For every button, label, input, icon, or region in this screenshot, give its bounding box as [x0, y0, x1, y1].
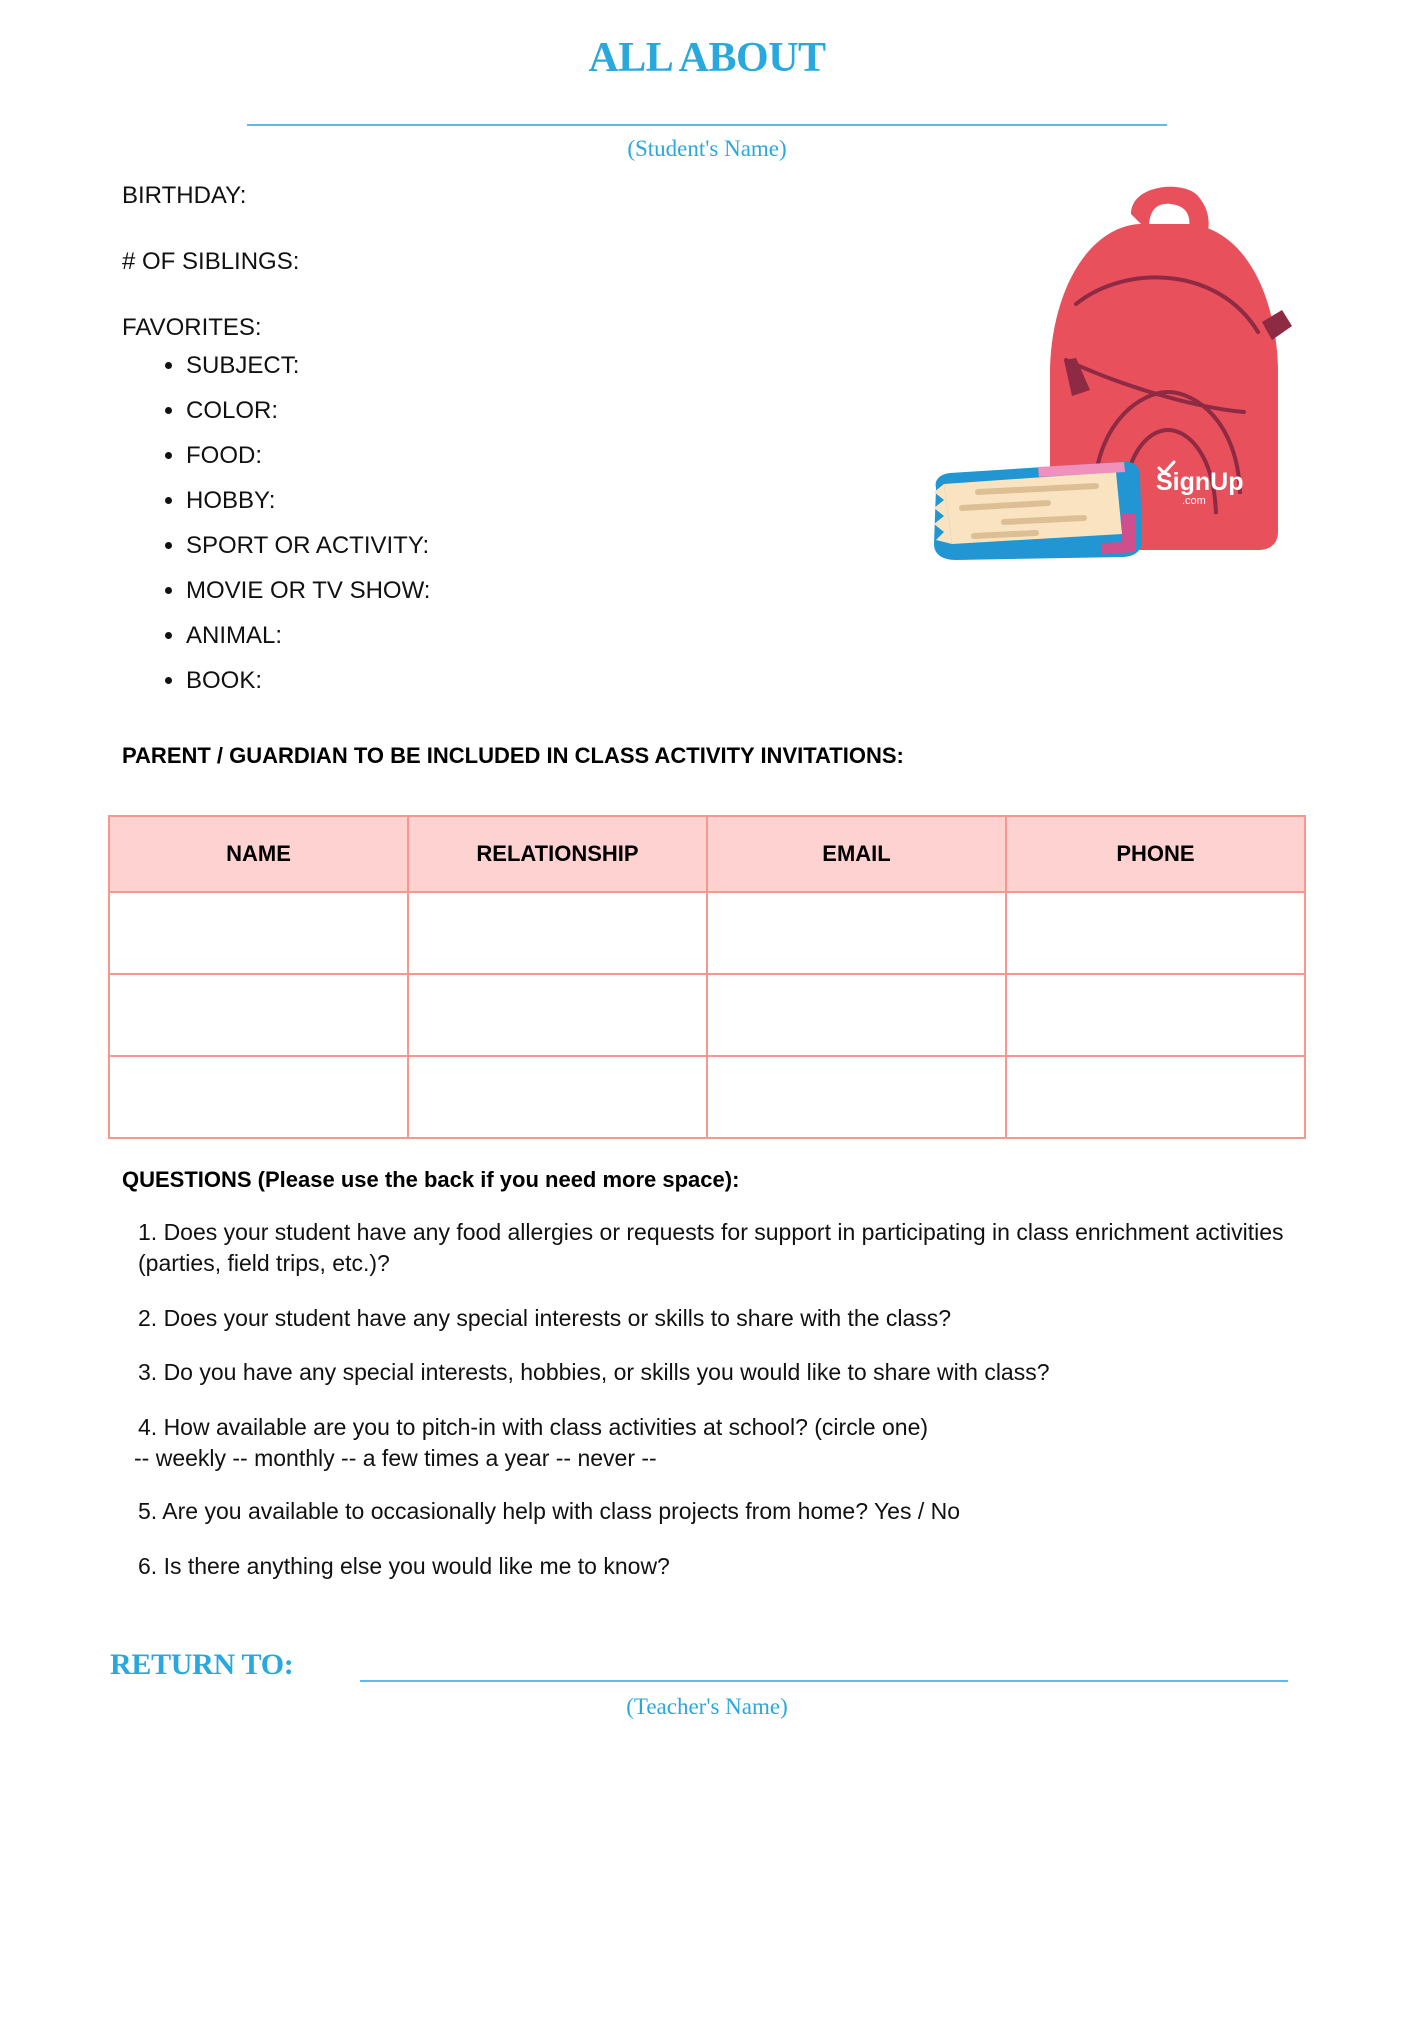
list-item[interactable]: • SUBJECT:: [186, 354, 640, 378]
field-favorites: FAVORITES:: [122, 314, 262, 341]
cell-email[interactable]: [707, 1056, 1006, 1138]
questions-heading: QUESTIONS (Please use the back if you need more space):: [122, 1167, 740, 1192]
question-1: 1. Does your student have any food allergies or requests for support in participating in class enrichment activities (parties, field trips, etc.)?: [138, 1219, 1284, 1276]
question-5: 5. Are you available to occasionally help with class projects from home? Yes / No: [138, 1498, 961, 1525]
parent-section-heading: PARENT / GUARDIAN TO BE INCLUDED IN CLASS ACTIVITY INVITATIONS:: [122, 743, 904, 768]
table-row: [109, 1056, 1305, 1138]
field-birthday[interactable]: BIRTHDAY:: [122, 182, 247, 209]
student-info-block: [0, 184, 1414, 693]
parent-guardian-table: [108, 815, 1306, 1139]
column-header-phone: PHONE: [1006, 816, 1305, 892]
list-item[interactable]: • BOOK:: [186, 669, 640, 693]
teacher-name-caption: (Teacher's Name): [626, 1693, 788, 1719]
column-header-relationship: RELATIONSHIP: [408, 816, 707, 892]
cell-name[interactable]: [109, 1056, 408, 1138]
list-item[interactable]: • FOOD:: [186, 444, 640, 468]
cell-email[interactable]: [707, 892, 1006, 974]
cell-name[interactable]: [109, 974, 408, 1056]
list-item[interactable]: • COLOR:: [186, 399, 640, 423]
list-item[interactable]: • ANIMAL:: [186, 624, 640, 648]
question-6: 6. Is there anything else you would like me to know?: [138, 1552, 670, 1579]
worksheet-page: [0, 34, 1414, 2034]
favorites-list: [164, 354, 640, 693]
question-4-options[interactable]: -- weekly -- monthly -- a few times a year -- never --: [134, 1445, 657, 1472]
cell-email[interactable]: [707, 974, 1006, 1056]
table-row: [109, 974, 1305, 1056]
cell-phone[interactable]: [1006, 974, 1305, 1056]
book-icon: [934, 462, 1142, 560]
list-item[interactable]: • HOBBY:: [186, 489, 640, 513]
cell-relationship[interactable]: [408, 974, 707, 1056]
column-header-email: EMAIL: [707, 816, 1006, 892]
student-name-caption: (Student's Name): [627, 136, 787, 161]
cell-relationship[interactable]: [408, 1056, 707, 1138]
cell-phone[interactable]: [1006, 1056, 1305, 1138]
student-name-line[interactable]: [247, 124, 1167, 126]
table-header-row: [109, 816, 1305, 892]
page-title: ALL ABOUT: [588, 35, 826, 81]
question-3: 3. Do you have any special interests, hobbies, or skills you would like to share with class?: [138, 1359, 1050, 1386]
student-fields-column: [0, 184, 640, 693]
field-siblings[interactable]: # OF SIBLINGS:: [122, 248, 300, 275]
svg-text:SignUp: SignUp: [1156, 468, 1244, 496]
teacher-name-line[interactable]: [360, 1680, 1288, 1682]
footer: [0, 1638, 1414, 1748]
return-to-label: RETURN TO:: [110, 1647, 294, 1681]
table-row: [109, 892, 1305, 974]
cell-name[interactable]: [109, 892, 408, 974]
question-4: 4. How available are you to pitch-in with class activities at school? (circle one): [138, 1414, 929, 1441]
svg-text:.com: .com: [1182, 495, 1206, 507]
backpack-and-books-illustration: [926, 162, 1396, 592]
cell-relationship[interactable]: [408, 892, 707, 974]
list-item[interactable]: • MOVIE OR TV SHOW:: [186, 579, 640, 603]
list-item[interactable]: • SPORT OR ACTIVITY:: [186, 534, 640, 558]
cell-phone[interactable]: [1006, 892, 1305, 974]
question-2: 2. Does your student have any special interests or skills to share with the class?: [138, 1304, 952, 1331]
column-header-name: NAME: [109, 816, 408, 892]
